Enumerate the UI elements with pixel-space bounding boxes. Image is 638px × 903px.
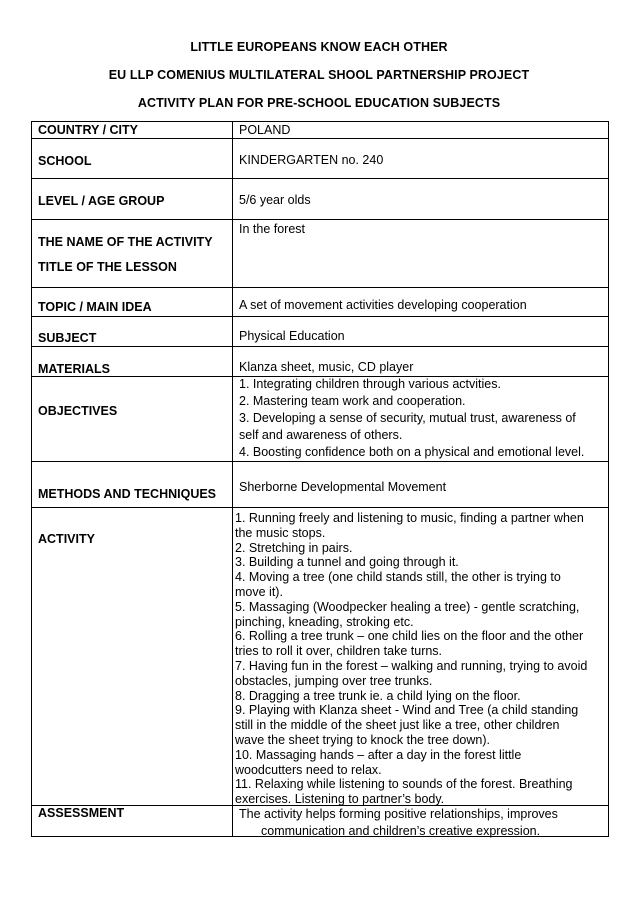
activity-line: still in the middle of the sheet just like a tree, other children xyxy=(235,718,560,733)
row-activity xyxy=(32,508,609,806)
objective-item: 2. Mastering team work and cooperation. xyxy=(239,394,466,408)
row-topic xyxy=(32,288,609,317)
row-label-country: COUNTRY / CITY xyxy=(32,122,233,139)
activity-line: 9. Playing with Klanza sheet - Wind and Tree (a child standing xyxy=(235,703,579,718)
row-country xyxy=(32,122,609,139)
activity-line: 4. Moving a tree (one child stands still, the other is trying to xyxy=(235,570,561,585)
document-title: LITTLE EUROPEANS KNOW EACH OTHER xyxy=(190,40,448,54)
row-value-objectives xyxy=(233,377,609,462)
activity-line: 3. Building a tunnel and going through it. xyxy=(235,555,459,570)
activity-line: 5. Massaging (Woodpecker healing a tree) - gentle scratching, xyxy=(235,599,580,614)
row-label-level: LEVEL / AGE GROUP xyxy=(32,179,233,220)
objective-item: self and awareness of others. xyxy=(239,428,403,442)
plan-title: ACTIVITY PLAN FOR PRE-SCHOOL EDUCATION SUBJECTS xyxy=(137,96,501,110)
activity-line: 8. Dragging a tree trunk ie. a child lying on the floor. xyxy=(235,688,521,703)
activity-steps xyxy=(235,511,602,807)
row-label-methods: METHODS AND TECHNIQUES xyxy=(32,462,233,508)
project-title: EU LLP COMENIUS MULTILATERAL SHOOL PARTNERSHIP PROJECT xyxy=(108,68,530,82)
activity-line: tries to roll it over, children take turns. xyxy=(235,644,443,659)
row-value-school: KINDERGARTEN no. 240 xyxy=(233,139,609,179)
row-label-activity: ACTIVITY xyxy=(32,508,233,806)
activity-line: 7. Having fun in the forest – walking and running, trying to avoid xyxy=(235,658,588,673)
activity-line: obstacles, jumping over tree trunks. xyxy=(235,673,433,688)
row-subject xyxy=(32,317,609,347)
row-objectives xyxy=(32,377,609,462)
activity-plan-table xyxy=(31,121,609,837)
assessment-line: The activity helps forming positive relationships, improves xyxy=(239,807,558,821)
assessment-line: communication and children’s creative expression. xyxy=(261,824,541,838)
activity-line: woodcutters need to relax. xyxy=(235,762,382,777)
activity-line: 11. Relaxing while listening to sounds of the forest. Breathing xyxy=(235,777,573,792)
row-value-subject: Physical Education xyxy=(233,317,609,347)
row-label-objectives: OBJECTIVES xyxy=(32,377,233,462)
row-value-level: 5/6 year olds xyxy=(233,179,609,220)
row-materials xyxy=(32,347,609,377)
activity-line: wave the sheet trying to knock the tree down). xyxy=(235,732,490,747)
row-value-topic: A set of movement activities developing cooperation xyxy=(233,288,609,317)
row-label-subject: SUBJECT xyxy=(32,317,233,347)
row-value-country: POLAND xyxy=(233,122,609,139)
row-school xyxy=(32,139,609,179)
row-value-activity xyxy=(233,508,609,806)
row-label-topic: TOPIC / MAIN IDEA xyxy=(32,288,233,317)
row-label-materials: MATERIALS xyxy=(32,347,233,377)
activity-line: exercises. Listening to partner’s body. xyxy=(235,792,445,807)
row-assessment xyxy=(32,806,609,837)
row-methods xyxy=(32,462,609,508)
objective-item: 1. Integrating children through various actvities. xyxy=(239,377,501,391)
row-label-assessment: ASSESSMENT xyxy=(32,806,233,837)
activity-line: 1. Running freely and listening to music, finding a partner when xyxy=(235,511,584,525)
row-value-assessment xyxy=(233,806,609,837)
row-label-school: SCHOOL xyxy=(32,139,233,179)
row-level xyxy=(32,179,609,220)
row-value-activity-name: In the forest xyxy=(233,220,609,288)
row-value-methods: Sherborne Developmental Movement xyxy=(233,462,609,508)
activity-line: 2. Stretching in pairs. xyxy=(235,540,353,555)
activity-line: 6. Rolling a tree trunk – one child lies on the floor and the other xyxy=(235,629,584,644)
row-value-materials: Klanza sheet, music, CD player xyxy=(233,347,609,377)
activity-line: move it). xyxy=(235,584,283,599)
objective-item: 4. Boosting confidence both on a physical and emotional level. xyxy=(239,445,585,459)
row-label-activity-name: THE NAME OF THE ACTIVITY TITLE OF THE LESSON xyxy=(32,220,233,288)
objective-item: 3. Developing a sense of security, mutual trust, awareness of xyxy=(239,411,576,425)
activity-line: pinching, kneading, stroking etc. xyxy=(235,614,414,629)
activity-line: the music stops. xyxy=(235,525,326,540)
row-activity-name xyxy=(32,220,609,288)
activity-line: 10. Massaging hands – after a day in the forest little xyxy=(235,747,522,762)
